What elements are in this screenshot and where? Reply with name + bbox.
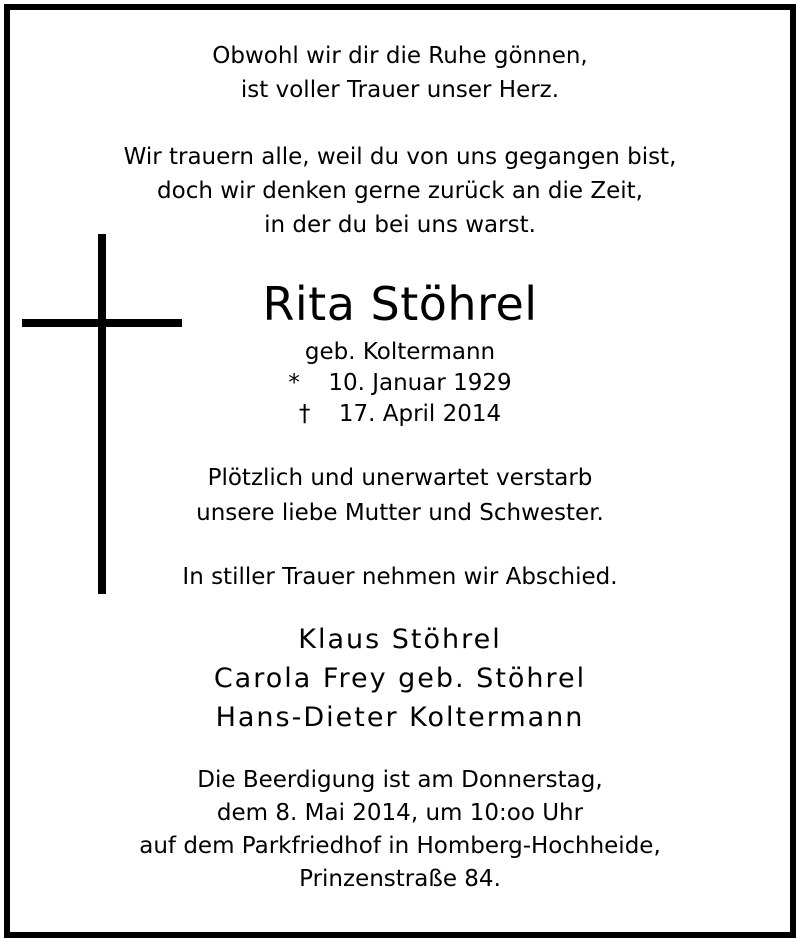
mourner-name: Hans-Dieter Koltermann	[215, 702, 585, 733]
deceased-name: Rita Stöhrel	[262, 277, 538, 331]
verse-line: in der du bei uns warst.	[264, 212, 536, 238]
death-date: 17. April 2014	[338, 401, 502, 427]
verse-line: doch wir denken gerne zurück an die Zeit,	[157, 178, 643, 204]
funeral-line: Die Beerdigung ist am Donnerstag,	[197, 767, 603, 793]
farewell-line: In stiller Trauer nehmen wir Abschied.	[182, 564, 618, 590]
death-dagger-icon: †	[298, 401, 311, 427]
message-line: unsere liebe Mutter und Schwester.	[196, 500, 604, 526]
death-date-line	[0, 399, 800, 429]
funeral-line: Prinzenstraße 84.	[299, 866, 501, 892]
birth-date: 10. Januar 1929	[328, 370, 512, 396]
verse-line: Obwohl wir dir die Ruhe gönnen,	[212, 43, 588, 69]
maiden-name: geb. Koltermann	[304, 339, 496, 365]
funeral-line: auf dem Parkfriedhof in Homberg-Hochheide,	[139, 833, 661, 859]
verse-line: Wir trauern alle, weil du von uns gegangen bist,	[123, 144, 677, 170]
birth-date-line	[0, 368, 800, 398]
birth-star-icon: *	[288, 370, 300, 396]
funeral-line: dem 8. Mai 2014, um 10:oo Uhr	[216, 800, 584, 826]
verse-line: ist voller Trauer unser Herz.	[240, 77, 560, 103]
mourner-name: Klaus Stöhrel	[298, 624, 502, 655]
message-line: Plötzlich und unerwartet verstarb	[207, 465, 593, 491]
mourner-name: Carola Frey geb. Stöhrel	[213, 663, 587, 694]
